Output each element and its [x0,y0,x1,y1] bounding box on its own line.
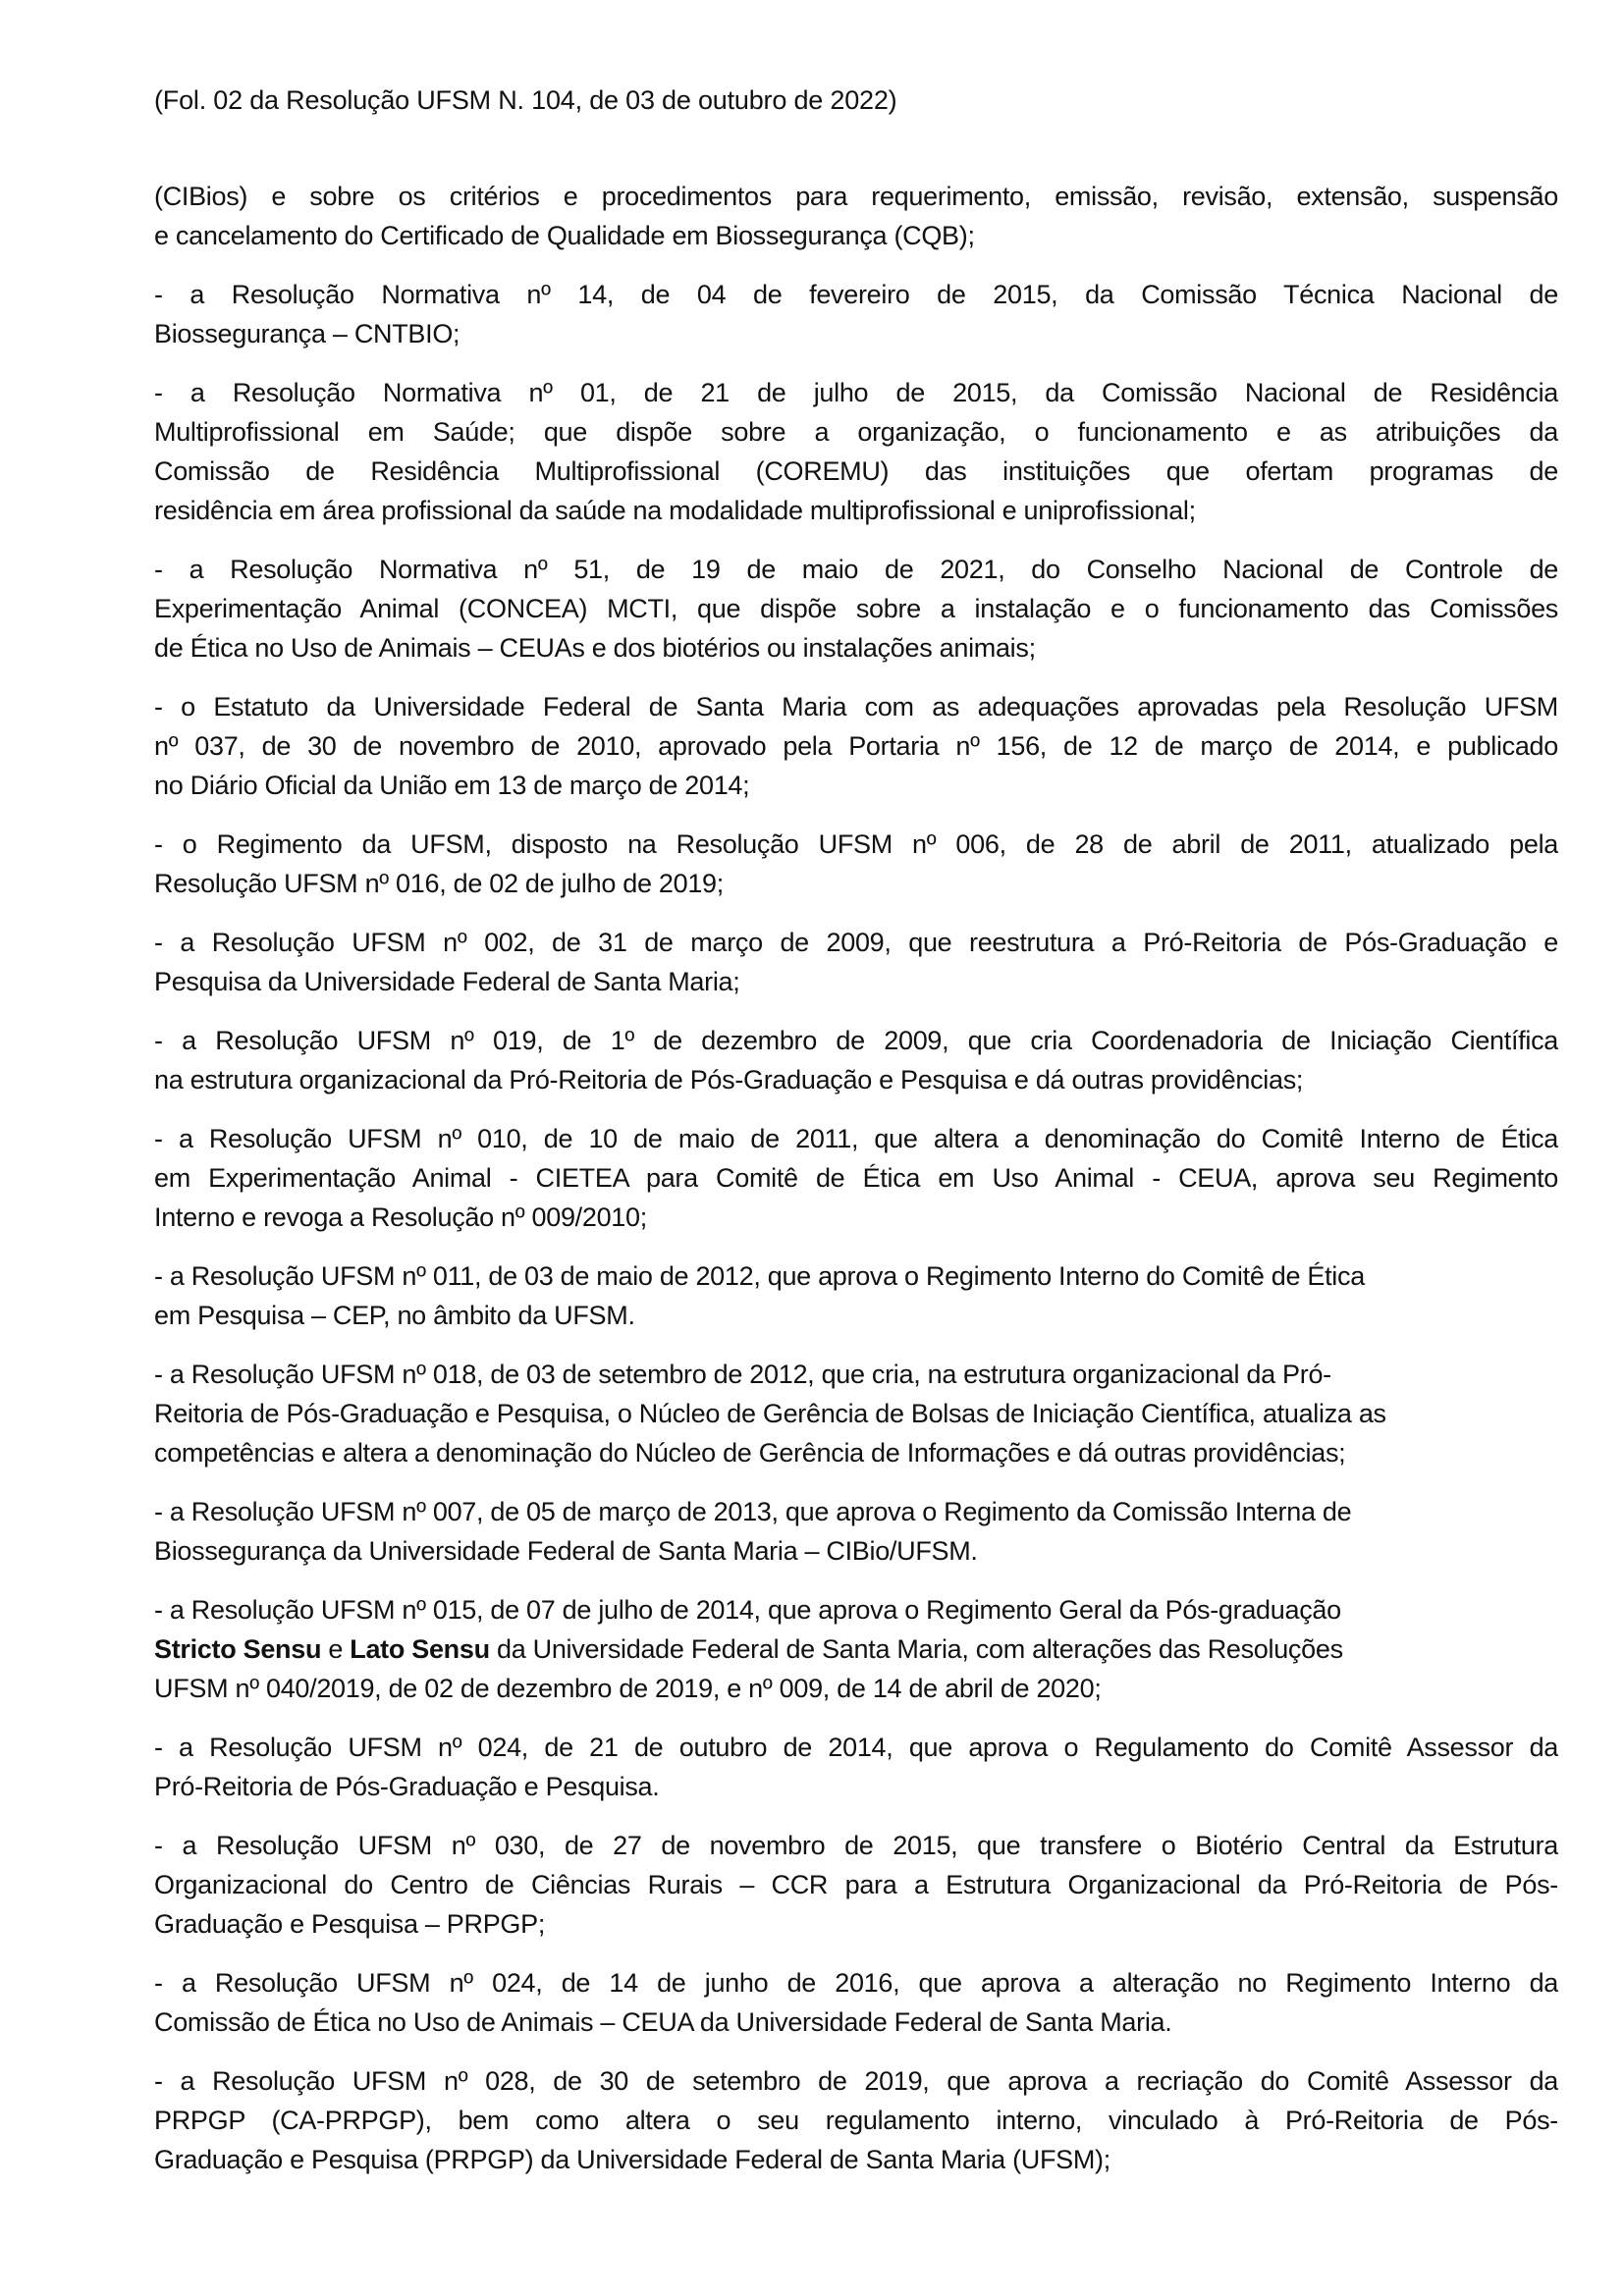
text-line: Reitoria de Pós-Graduação e Pesquisa, o Núcleo de Gerência de Bolsas de Iniciação Científica, atualiza as [154,1399,1386,1428]
text-line: Biossegurança da Universidade Federal de Santa Maria – CIBio/UFSM. [154,1536,978,1566]
text-line: - a Resolução UFSM nº 015, de 07 de julho de 2014, que aprova o Regimento Geral da Pós-graduação [154,1595,1341,1625]
text-line: em Experimentação Animal - CIETEA para Comitê de Ética em Uso Animal - CEUA, aprova seu Regimento [154,1163,1558,1193]
paragraph [154,177,1558,255]
text-line: residência em área profissional da saúde na modalidade multiprofissional e uniprofissional; [154,496,1196,525]
document-body [154,177,1558,2199]
text-line [154,1629,1558,1669]
paragraph [154,550,1558,667]
bold-text: Stricto Sensu [154,1634,322,1664]
text-line: - a Resolução UFSM nº 007, de 05 de março de 2013, que aprova o Regimento da Comissão Interna de [154,1497,1352,1526]
text-line: - a Resolução UFSM nº 028, de 30 de setembro de 2019, que aprova a recriação do Comitê Assessor da [154,2066,1558,2096]
text-line: em Pesquisa – CEP, no âmbito da UFSM. [154,1301,635,1330]
text-line: - a Resolução UFSM nº 011, de 03 de maio de 2012, que aprova o Regimento Interno do Comitê de Ética [154,1261,1365,1291]
text-line: - a Resolução UFSM nº 030, de 27 de novembro de 2015, que transfere o Biotério Central da Estrutura [154,1831,1558,1860]
paragraph [154,1256,1558,1335]
text-line: Graduação e Pesquisa – PRPGP; [154,1909,546,1939]
text-line: Multiprofissional em Saúde; que dispõe sobre a organização, o funcionamento e as atribuições da [154,417,1558,447]
text-line: e cancelamento do Certificado de Qualidade em Biossegurança (CQB); [154,221,975,250]
paragraph [154,1826,1558,1944]
text-line: - a Resolução UFSM nº 024, de 14 de junho de 2016, que aprova a alteração no Regimento Interno da [154,1968,1558,1998]
paragraph [154,1590,1558,1708]
text-line: - o Estatuto da Universidade Federal de Santa Maria com as adequações aprovadas pela Resolução UFSM [154,692,1558,721]
text-line: nº 037, de 30 de novembro de 2010, aprovado pela Portaria nº 156, de 12 de março de 2014, e publicado [154,731,1558,761]
text-line: PRPGP (CA-PRPGP), bem como altera o seu regulamento interno, vinculado à Pró-Reitoria de Pós- [154,2106,1558,2135]
text-line: na estrutura organizacional da Pró-Reitoria de Pós-Graduação e Pesquisa e dá outras providências; [154,1065,1304,1095]
text-line: Comissão de Residência Multiprofissional (COREMU) das instituições que ofertam programas de [154,456,1558,486]
paragraph [154,1119,1558,1237]
bold-text: Lato Sensu [350,1634,490,1664]
paragraph [154,1728,1558,1806]
paragraph [154,2061,1558,2179]
text-line: Experimentação Animal (CONCEA) MCTI, que dispõe sobre a instalação e o funcionamento das Comissões [154,594,1558,623]
paragraph [154,1492,1558,1571]
paragraph [154,1963,1558,2042]
paragraph [154,1021,1558,1099]
text-line: Comissão de Ética no Uso de Animais – CEUA da Universidade Federal de Santa Maria. [154,2007,1172,2037]
text-line: competências e altera a denominação do Núcleo de Gerência de Informações e dá outras providências; [154,1438,1346,1468]
paragraph [154,923,1558,1001]
paragraph [154,1355,1558,1472]
text-line: - a Resolução UFSM nº 010, de 10 de maio de 2011, que altera a denominação do Comitê Interno de Ética [154,1124,1558,1153]
text-segment: e [321,1634,351,1664]
text-line: Organizacional do Centro de Ciências Rurais – CCR para a Estrutura Organizacional da Pró-Reitoria de Pós- [154,1870,1558,1899]
text-line: Biossegurança – CNTBIO; [154,319,460,348]
text-line: - a Resolução Normativa nº 14, de 04 de fevereiro de 2015, da Comissão Técnica Nacional de [154,280,1558,309]
paragraph [154,275,1558,353]
paragraph [154,825,1558,903]
text-line: Pesquisa da Universidade Federal de Santa Maria; [154,967,740,996]
text-segment: da Universidade Federal de Santa Maria, com alterações das Resoluções [489,1634,1343,1664]
paragraph [154,373,1558,530]
text-line: Pró-Reitoria de Pós-Graduação e Pesquisa. [154,1772,660,1801]
folio-header: (Fol. 02 da Resolução UFSM N. 104, de 03 de outubro de 2022) [154,85,897,115]
text-line: (CIBios) e sobre os critérios e procedimentos para requerimento, emissão, revisão, extensão, suspensão [154,182,1558,211]
text-line: de Ética no Uso de Animais – CEUAs e dos biotérios ou instalações animais; [154,633,1036,663]
text-line: Graduação e Pesquisa (PRPGP) da Universidade Federal de Santa Maria (UFSM); [154,2145,1110,2174]
text-line: - a Resolução UFSM nº 018, de 03 de setembro de 2012, que cria, na estrutura organizacional da Pró- [154,1360,1331,1389]
text-line: Resolução UFSM nº 016, de 02 de julho de 2019; [154,869,724,898]
text-line: - a Resolução UFSM nº 019, de 1º de dezembro de 2009, que cria Coordenadoria de Iniciação Científica [154,1026,1558,1055]
text-line: no Diário Oficial da União em 13 de março de 2014; [154,771,750,800]
text-line: - a Resolução Normativa nº 51, de 19 de maio de 2021, do Conselho Nacional de Controle de [154,555,1558,584]
text-line: - a Resolução UFSM nº 002, de 31 de março de 2009, que reestrutura a Pró-Reitoria de Pós-Graduação e [154,928,1558,957]
text-line: UFSM nº 040/2019, de 02 de dezembro de 2019, e nº 009, de 14 de abril de 2020; [154,1674,1102,1703]
paragraph [154,687,1558,805]
text-line: - a Resolução Normativa nº 01, de 21 de julho de 2015, da Comissão Nacional de Residência [154,378,1558,407]
text-line: - o Regimento da UFSM, disposto na Resolução UFSM nº 006, de 28 de abril de 2011, atualizado pela [154,829,1558,859]
text-line: Interno e revoga a Resolução nº 009/2010; [154,1202,647,1232]
text-line: - a Resolução UFSM nº 024, de 21 de outubro de 2014, que aprova o Regulamento do Comitê Assessor da [154,1733,1558,1762]
